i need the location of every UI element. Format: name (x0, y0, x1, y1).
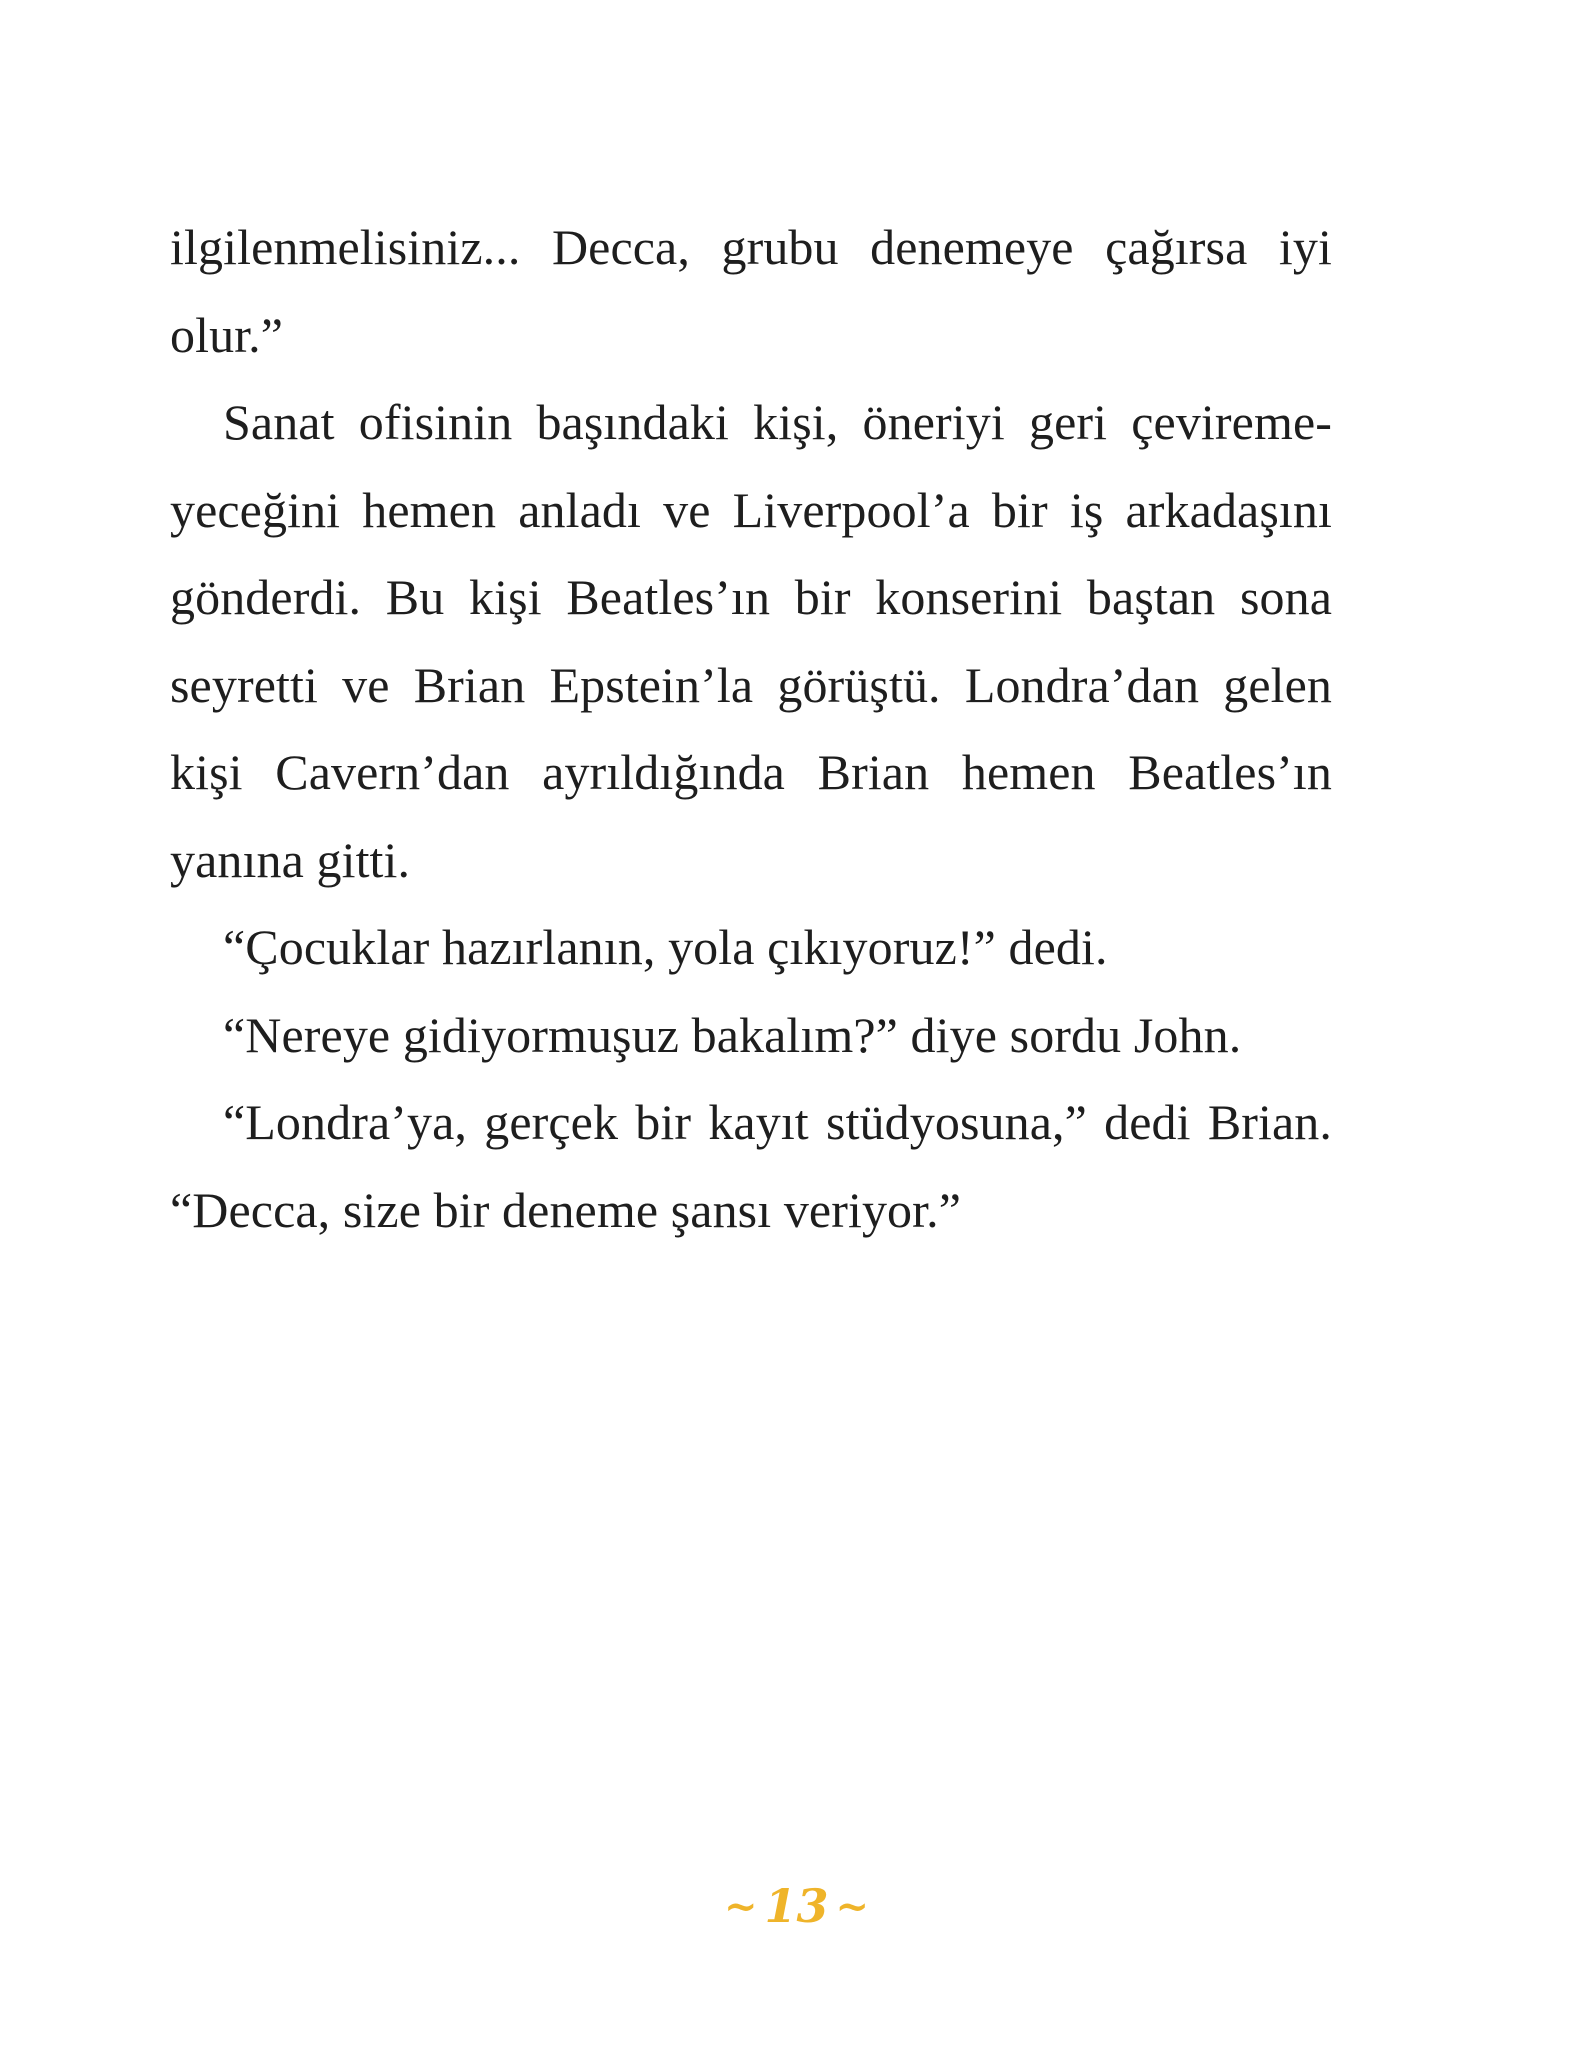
text-line: Sanat ofisinin başındaki kişi, öneriyi geri çevireme- (223, 394, 1332, 450)
text-line: gönderdi. Bu kişi Beatles’ın bir konserini baştan sona (170, 569, 1332, 625)
text-line: ilgilenmelisiniz... Decca, grubu denemeye çağırsa iyi (170, 219, 1332, 275)
text-line: yanına gitti. (170, 831, 411, 888)
page-number-ornament-right: ~ (835, 1883, 870, 1930)
text-line: “Nereye gidiyormuşuz bakalım?” diye sordu John. (223, 1006, 1242, 1063)
page-number-ornament-left: ~ (723, 1883, 758, 1930)
text-line: seyretti ve Brian Epstein’la görüştü. Londra’dan gelen (170, 656, 1332, 713)
text-line: yeceğini hemen anladı ve Liverpool’a bir iş arkadaşını (170, 481, 1332, 538)
text-line: olur.” (170, 306, 284, 363)
text-line: “Çocuklar hazırlanın, yola çıkıyoruz!” dedi. (223, 919, 1108, 975)
page-number (0, 1878, 1593, 1937)
text-line: “Decca, size bir deneme şansı veriyor.” (170, 1181, 962, 1238)
text-line: “Londra’ya, gerçek bir kayıt stüdyosuna,” dedi Brian. (223, 1094, 1332, 1150)
page-number-value: 13 (764, 1879, 829, 1933)
text-line: kişi Cavern’dan ayrıldığında Brian hemen Beatles’ın (170, 744, 1332, 800)
body-text (170, 204, 1332, 1254)
